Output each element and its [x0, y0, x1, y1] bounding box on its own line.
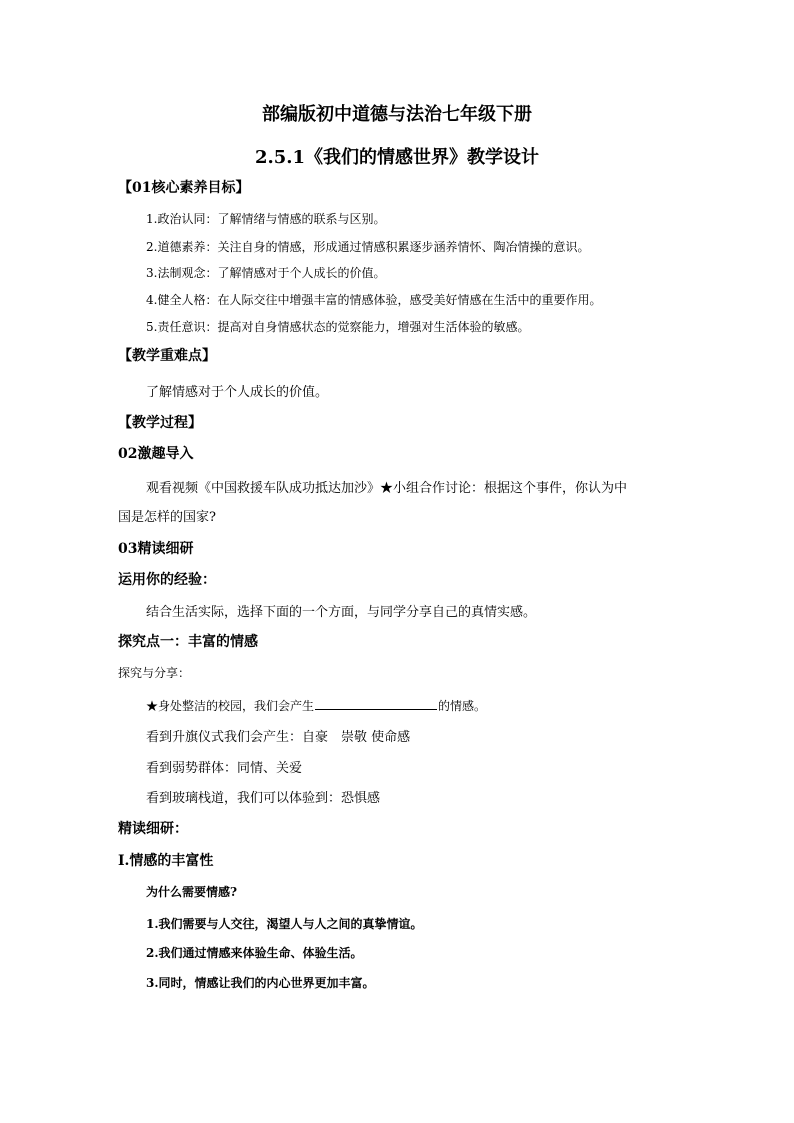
- why-question: 为什么需要情感?: [146, 885, 238, 899]
- intro-text-line1: 观看视频《中国救援车队成功抵达加沙》★小组合作讨论：根据这个事件，你认为中: [146, 481, 628, 496]
- objective-item: 1.政治认同：了解情绪与情感的联系与区别。: [146, 212, 386, 226]
- explore-heading: 探究点一：丰富的情感: [118, 634, 258, 650]
- process-heading: 【教学过程】: [118, 415, 202, 431]
- reading-heading: 03精读细研: [118, 541, 194, 557]
- intro-text-line2: 国是怎样的国家?: [118, 510, 216, 525]
- fill-in-blank: [315, 697, 437, 710]
- key-points-text: 了解情感对于个人成长的价值。: [146, 385, 329, 400]
- share-star-suffix: 的情感。: [438, 699, 487, 713]
- objective-item: 5.责任意识：提高对自身情感状态的觉察能力，增强对生活体验的敏感。: [146, 320, 530, 334]
- experience-text: 结合生活实际，选择下面的一个方面，与同学分享自己的真情实感。: [146, 605, 537, 620]
- doc-title-line1: 部编版初中道德与法治七年级下册: [262, 104, 532, 125]
- answer-item: 2.我们通过情感来体验生命、体验生活。: [146, 946, 363, 960]
- key-points-heading: 【教学重难点】: [118, 348, 216, 364]
- explore-share-label: 探究与分享：: [118, 666, 191, 680]
- section-heading: Ⅰ.情感的丰富性: [118, 853, 214, 869]
- objective-item: 2.道德素养：关注自身的情感，形成通过情感积累逐步涵养情怀、陶冶情操的意识。: [146, 240, 590, 254]
- share-star-prefix: ★身处整洁的校园，我们会产生: [146, 699, 315, 713]
- objective-item: 4.健全人格：在人际交往中增强丰富的情感体验，感受美好情感在生活中的重要作用。: [146, 293, 602, 307]
- share-star-line: [146, 697, 486, 713]
- deep-reading-heading: 精读细研：: [118, 821, 188, 837]
- objectives-heading: 【01核心素养目标】: [118, 180, 250, 196]
- experience-heading: 运用你的经验：: [118, 572, 216, 588]
- share-weak-line: 看到弱势群体：同情、关爱: [146, 761, 303, 776]
- objective-item: 3.法制观念：了解情感对于个人成长的价值。: [146, 266, 386, 280]
- share-glass-line: 看到玻璃栈道，我们可以体验到：恐惧感: [146, 791, 381, 806]
- doc-title-line2: 2.5.1《我们的情感世界》教学设计: [254, 147, 540, 168]
- intro-heading: 02激趣导入: [118, 446, 194, 462]
- answer-item: 1.我们需要与人交往，渴望人与人之间的真挚情谊。: [146, 917, 423, 931]
- answer-item: 3.同时，情感让我们的内心世界更加丰富。: [146, 976, 375, 990]
- share-flag-line: 看到升旗仪式我们会产生：自豪 崇敬 使命感: [146, 730, 411, 745]
